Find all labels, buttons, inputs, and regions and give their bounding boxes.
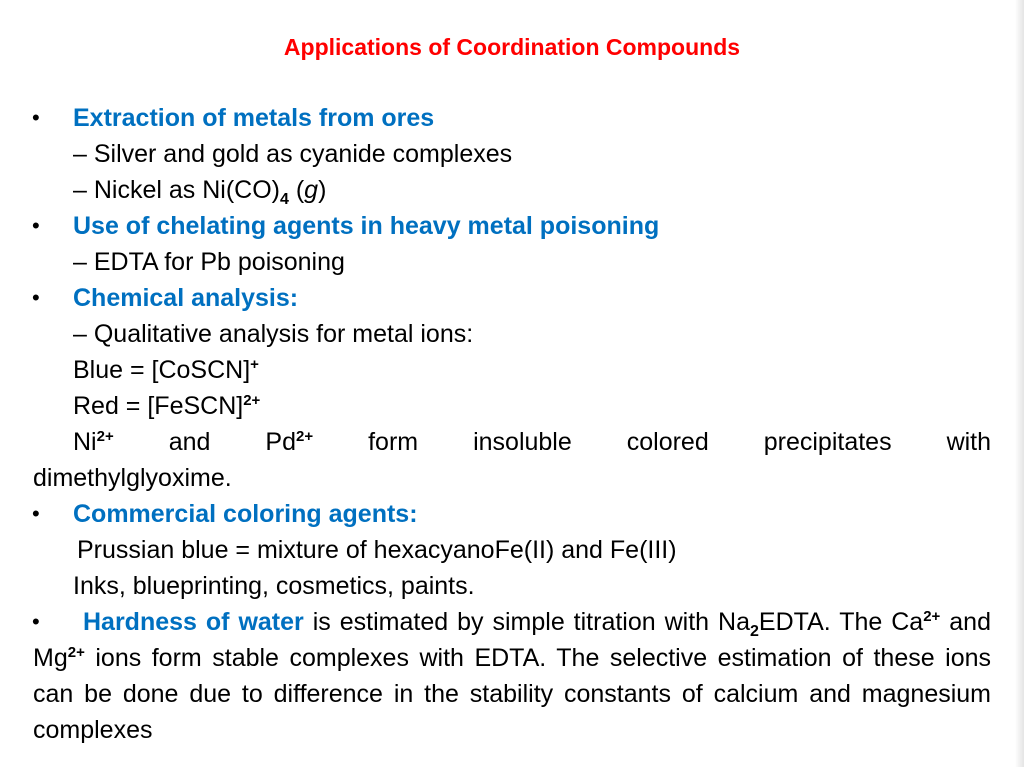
bullet-2: • [32, 213, 40, 238]
bullet-1: • [32, 105, 40, 130]
page-edge-shadow [1015, 0, 1024, 767]
line-nickel: – Nickel as $Ni(CO)_4$ (g) [73, 176, 327, 208]
line-red: Red = [FeSCN]$^{2+}$ [73, 392, 261, 420]
bullet-5: • [32, 609, 40, 634]
heading-hardness: Hardness of water [83, 608, 304, 636]
line-silver-gold: – Silver and gold as cyanide complexes [73, 140, 513, 168]
bullet-3: • [32, 285, 40, 310]
line-blue: Blue = [CoSCN]+ [73, 356, 259, 384]
heading-chemical-analysis: Chemical analysis: [73, 284, 299, 312]
line-prussian-blue: Prussian blue = mixture of hexacyanoFe(II) and Fe(III) [77, 536, 677, 564]
line-edta-pb: – EDTA for Pb poisoning [73, 248, 345, 276]
slide-title: Applications of Coordination Compounds [283, 34, 741, 60]
line-ni-pd: $Ni^{2+}$ and $Pd^{2+}$ form insoluble colored precipitates with [73, 428, 992, 456]
bullet-4: • [32, 501, 40, 526]
line-inks: Inks, blueprinting, cosmetics, paints. [73, 572, 475, 600]
line-dimethylglyoxime: dimethylglyoxime. [33, 464, 232, 492]
line-qualitative: – Qualitative analysis for metal ions: [73, 320, 474, 348]
heading-chelating: Use of chelating agents in heavy metal poisoning [73, 212, 660, 240]
paragraph-hardness-of-water: Hardness of water is estimated by simple titration with $Na_2EDTA$. The $Ca^{2+}$ and $Mg^{2+}$ ions form stable complexes with EDTA. The selective estimation of these ions can be done due to difference in the stability constants of calcium and magnesium complexes [33, 608, 991, 744]
heading-coloring-agents: Commercial coloring agents: [73, 500, 418, 528]
heading-extraction: Extraction of metals from ores [73, 104, 435, 132]
